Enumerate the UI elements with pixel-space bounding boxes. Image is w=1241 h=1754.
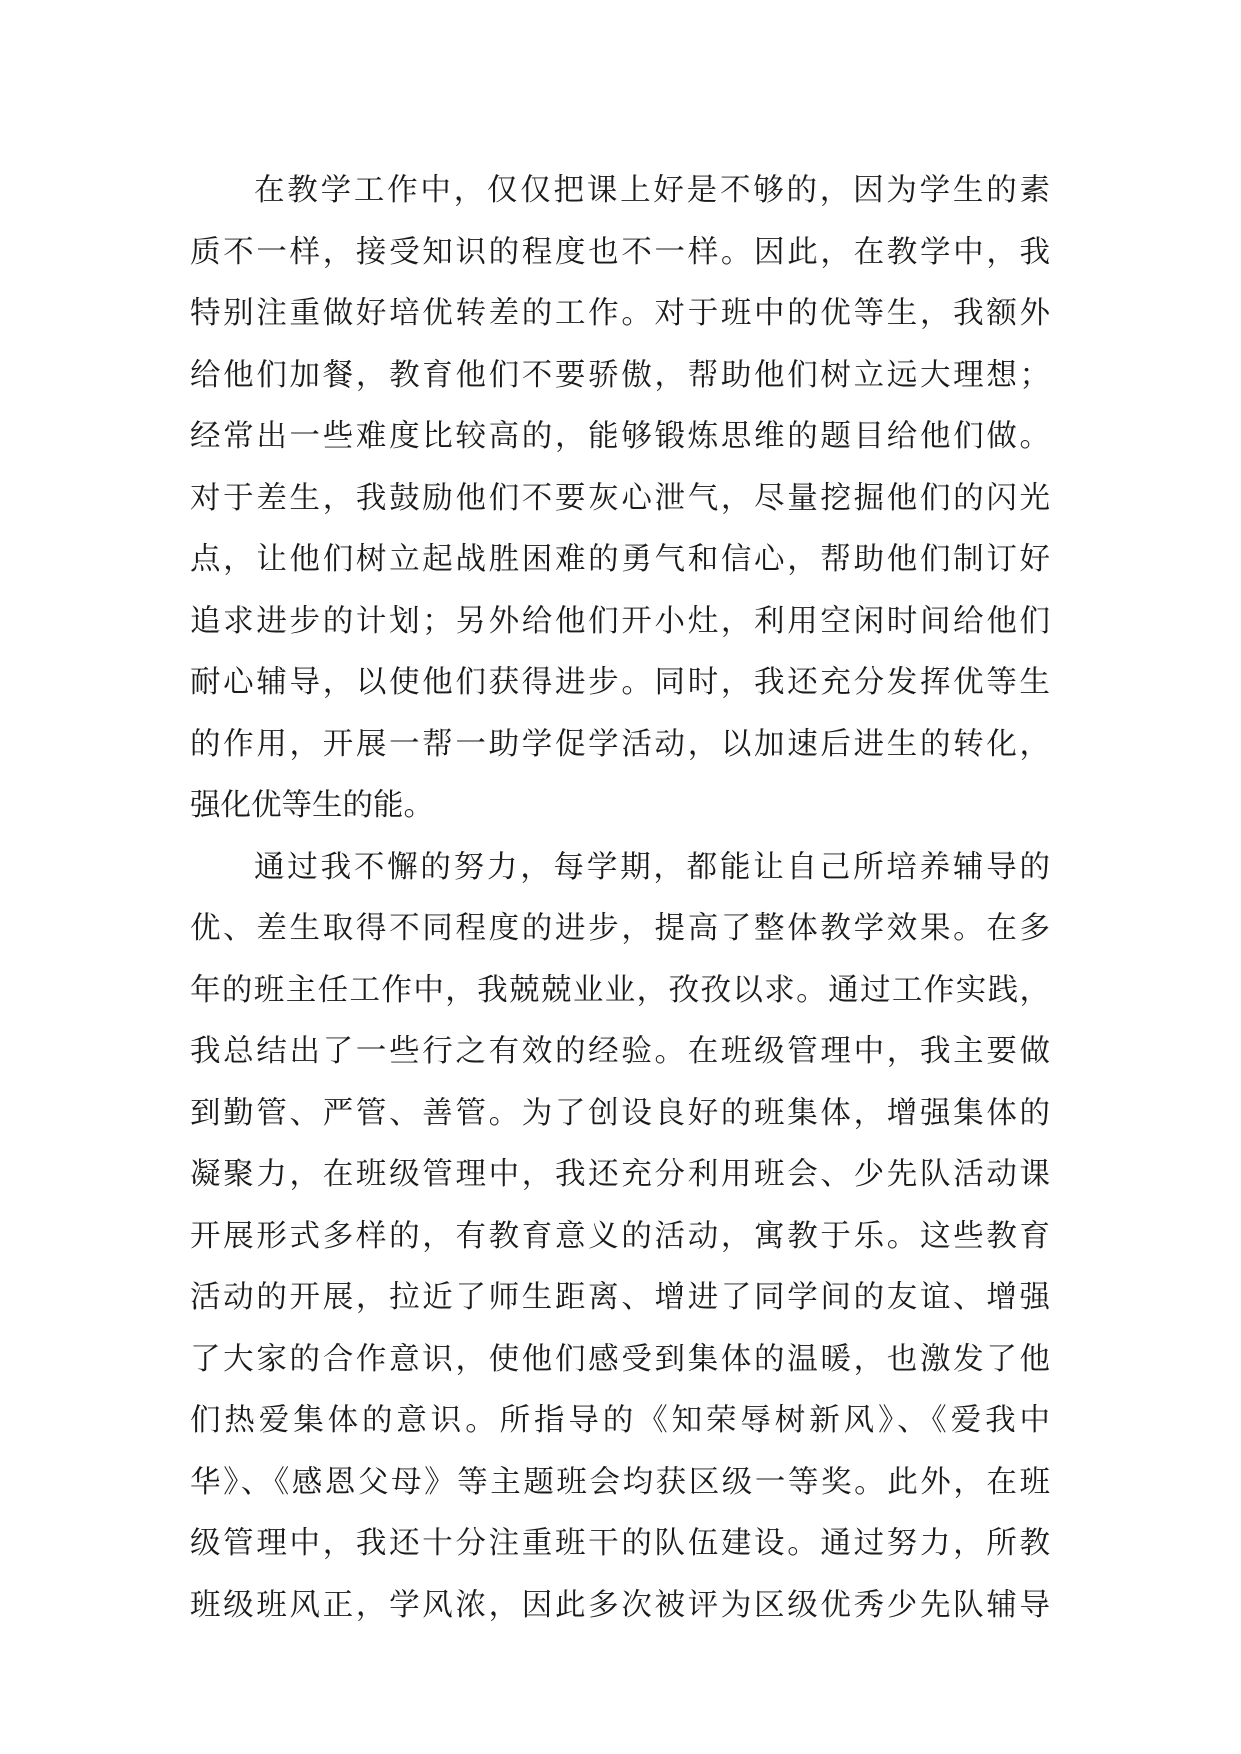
text-line: 特别注重做好培优转差的工作。对于班中的优等生，我额外 <box>190 296 1050 331</box>
text-line: 强化优等生的能。 <box>190 788 434 823</box>
text-line: 班级班风正，学风浓，因此多次被评为区级优秀少先队辅导 <box>190 1587 1050 1623</box>
text-line: 点，让他们树立起战胜困难的勇气和信心，帮助他们制订好 <box>190 542 1050 577</box>
text-line: 对于差生，我鼓励他们不要灰心泄气，尽量挖掘他们的闪光 <box>190 480 1050 516</box>
text-line: 年的班主任工作中，我兢兢业业，孜孜以求。通过工作实践， <box>190 972 1050 1008</box>
paragraph-2 <box>190 837 1050 1637</box>
text-line: 的作用，开展一帮一助学促学活动，以加速后进生的转化， <box>190 726 1050 762</box>
text-line: 凝聚力，在班级管理中，我还充分利用班会、少先队活动课 <box>190 1157 1050 1192</box>
document-body <box>190 160 1050 1636</box>
text-line: 了大家的合作意识，使他们感受到集体的温暖，也激发了他 <box>190 1341 1050 1377</box>
text-line: 通过我不懈的努力，每学期，都能让自己所培养辅导的 <box>254 849 1050 885</box>
text-line: 质不一样，接受知识的程度也不一样。因此，在教学中，我 <box>190 234 1050 270</box>
paragraph-1 <box>190 160 1050 837</box>
text-line: 耐心辅导，以使他们获得进步。同时，我还充分发挥优等生 <box>190 665 1050 700</box>
text-line: 到勤管、严管、善管。为了创设良好的班集体，增强集体的 <box>190 1095 1050 1131</box>
text-line: 级管理中，我还十分注重班干的队伍建设。通过努力，所教 <box>190 1526 1050 1561</box>
text-line: 我总结出了一些行之有效的经验。在班级管理中，我主要做 <box>190 1034 1050 1069</box>
text-line: 追求进步的计划；另外给他们开小灶，利用空闲时间给他们 <box>190 603 1050 639</box>
text-line: 华》、《感恩父母》等主题班会均获区级一等奖。此外，在班 <box>190 1464 1050 1500</box>
text-line: 开展形式多样的，有教育意义的活动，寓教于乐。这些教育 <box>190 1218 1050 1254</box>
text-line: 给他们加餐，教育他们不要骄傲，帮助他们树立远大理想； <box>190 357 1050 393</box>
text-line: 活动的开展，拉近了师生距离、增进了同学间的友谊、增强 <box>190 1280 1050 1315</box>
text-line: 经常出一些难度比较高的，能够锻炼思维的题目给他们做。 <box>190 419 1050 454</box>
text-line: 在教学工作中，仅仅把课上好是不够的，因为学生的素 <box>254 173 1050 208</box>
text-line: 们热爱集体的意识。所指导的《知荣辱树新风》、《爱我中 <box>190 1403 1050 1438</box>
text-line: 优、差生取得不同程度的进步，提高了整体教学效果。在多 <box>190 911 1050 946</box>
